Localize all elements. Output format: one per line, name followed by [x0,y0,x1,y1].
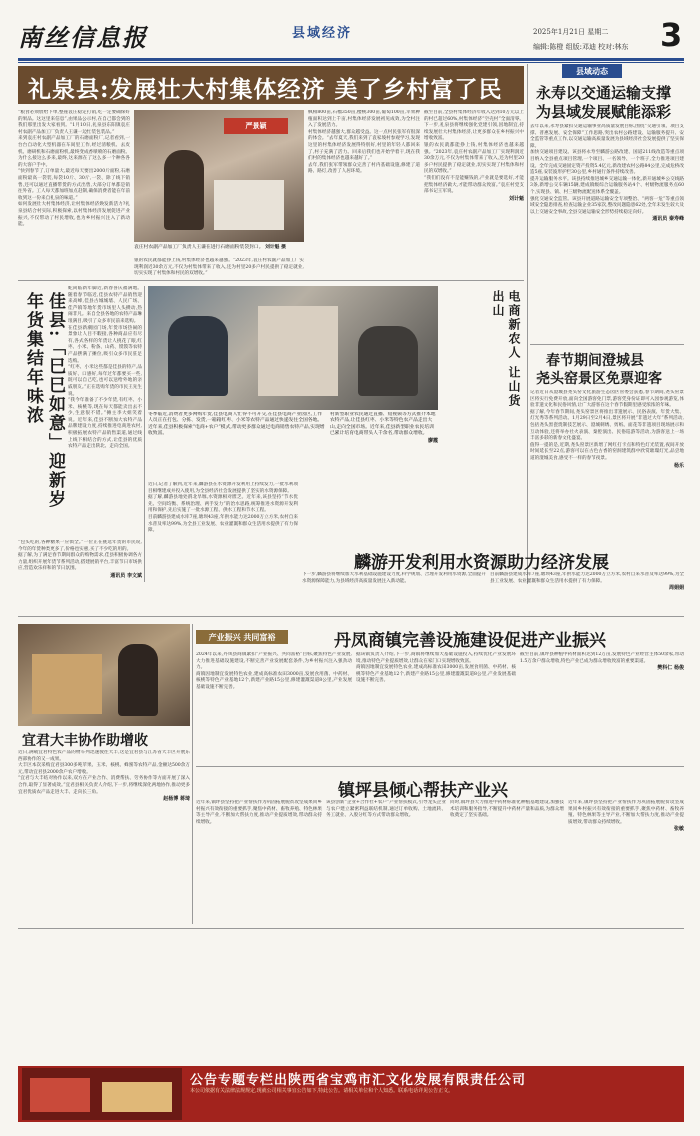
vertical-article-col-1: 蛇尚临新年脚近,新春喜庆福满地。随着春节临近,佳县农特产品销售迎来高峰,佳县古城城墙、人民广场、佳芦镇等地年货市场里人头攒动,热闹非凡。来自全县各地的农特产品琳琅满目,吸引了众多市民前来选购。 在佳县新潮园门场,年货市场热闹的景象让人目不暇接,各种商品应有尽有,各式各样的年货让人挑花了眼,红枣、小米、粉条、山药、馍馍等农特产品摆满了摊位,吸引众多市民驻足选购。 “红枣、小米这些都是佳县的特产,品质好、口感好,每年过年都要买一些,既可以自己吃,也可以送给外地的亲戚朋友。”正在选购年货的市民王先生说。 “我今年准备了不少年货,有红枣、小米、核桃等,现在每天都能卖出去不少,生意很不错。”摊主李大姐笑着说。近年来,佳县不断加大农特产品品牌建设力度,持续推进电商进农村,积极拓展农特产品销售渠道,通过线上线下相结合的方式,让佳县的优质农特产品走出陕北、走向全国。 [68,286,142,450]
main-article-col-2: 银的农民就都能挣上钱,村集体经济也越来越强。“2023年,袁庄村农副产品加工厂实现利润近30余万元,不仅为村集体带来了收入,还为村里20多户村民提供了稳定就业,切实实现了村集体和村民的双增收。” [134,258,304,276]
linyou-col-2: 下一步,麟游县将继续加大水利基础设施建设力度,科学规划、合理开发利用水资源,全面提升水资源保障能力,为县域经济高质量发展注入新动能。 [302,572,486,584]
linyou-headline: 麟游开发利用水资源助力经济发展 [354,553,609,573]
divider [530,344,684,345]
yijun-photo [18,624,190,726]
zhenping-col-4: 近年来,镇坪县坚持把产业帮扶作为巩固拓展脱贫攻坚成果同乡村振兴有效衔接的重要抓手,聚焦中药材、畜牧养殖、特色林果等主导产业,不断加大帮扶力度,推动产业提质增效,带动群众持续增收。 张敏 [568,800,684,833]
photo-bags [214,180,284,230]
ad-image [22,1068,182,1120]
masthead: 南丝信息报 [18,23,148,52]
divider [18,280,524,281]
ecommerce-photo [148,286,438,410]
side-article-1: 去年以来,永寿县紧扣交通运输事业高质量发展目标,围绕“交通引领、项目支撑、普惠发展、安全保障”工作思路,突出农村公路建设、运输服务提升、安全监管等重点工作,以交通运输高质量发展为县域经济社会发展提供了坚实保障。 加快交通项目建设。该县将永寿至麟游公路改建、国道211线改造等重点项目纳入全县重点项目管理,一个项目、一名领导、一个班子,全力推进项目建设。全年完成交通固定资产投资5.4亿元,新改建农村公路84公里,完成危桥改造5座,安装波形护栏30公里,乡村通行条件持续改善。 提升运输服务水平。该县持续推进城乡交通运输一体化,新开通城乡公交线路3条,新增公交车辆15辆,建成镇级综合运输服务站4个、村级物流服务点60个,实现县、镇、村三级物流配送体系全覆盖。 强化交通安全监管。该县开展道路运输安全专项整治、“两客一危”等重点领域安全隐患排查,检查运输企业35家次,整改问题隐患62处,全年未发生较大及以上交通安全事故,全县交通运输安全形势持续稳定向好。 通讯员 秦寿峰 [530,124,684,223]
side-headline-2b: 尧头窑景区免票迎客 [536,371,662,387]
zhenping-col-1: 近年来,镇坪县坚持把产业帮扶作为巩固拓展脱贫攻坚成果同乡村振兴有效衔接的重要抓手,聚焦中药材、畜牧养殖、特色林果等主导产业,不断加大帮扶力度,推动产业提质增效,带动群众持续增收。 [196,800,322,825]
vertical-article-col-2: “包头吃的,各种糖果一应俱全。”一位正在挑选年货的市民说,今年的年货种类更多了,价格也实惠,买了不少吃的用的。 据了解,为了满足春节期间群众的购物需求,佳县积极协调各方力量,组织开展年货节系列活动,搭建展销平台,丰富节日市场供应,营造欢乐祥和的节日氛围。 通讯员 李文斌 [18,540,142,579]
main-article-author: 刘计魁 [508,195,524,202]
ad-image-block [102,1082,172,1112]
side-headline-1a: 永寿以交通运输支撑 [536,84,672,102]
main-photo-caption: 袁庄村农副产品加工厂负责人王谦在进行石磨面粉装袋封口。 刘计魁 摄 [134,244,286,250]
zhenping-headline: 镇坪县倾心帮扶产业兴 [338,781,508,801]
divider [18,616,684,617]
main-article-col-3: 枫相800亩,石榴350亩,樱桃300亩,葡萄100亩,苹果种植面积达到上千亩,村集体经济发展初见成效,为全村注入了发展活力。 村集体经济越强大,群众越受益。这一点村民张军有很深的体会。“去年夏天,我们来到了袁家坡村参观学习,发现这里的村集体经济发展得特别好,村里的年轻人都回来了,村子充满了活力。回来后我们也开始学着干,现在我们村的集体经济也越来越好了。” 去年,我们张军带领群众完善了村内基础设施,修建了道路、路灯,改善了人居环境。 [308,110,420,175]
yijun-headline: 宜君大丰协作助增收 [22,733,148,749]
photo-figure [358,326,418,396]
page-number: 3 [660,16,683,54]
main-photo [134,110,304,242]
zhenping-col-2: 该县创新“企业+合作社+农户”产业帮扶模式,引导龙头企业与农户建立紧密利益联结机制,通过订单收购、土地流转、务工就业、入股分红等方式带动群众增收。 [326,800,446,819]
linyou-col-1: 近日,记者了解到,近年来,麟游县在水资源开发利用上持续发力,一批水利项目相继建成并投入使用,为全县经济社会发展提供了坚实的水资源保障。 据了解,麟游县地处渭北旱塬,水资源相对匮乏。近年来,该县坚持“节水优先、空间均衡、系统治理、两手发力”的治水思路,统筹推进水资源开发利用和保护,先后实施了一批水源工程、供水工程和节水工程。 目前麟游县建成水库7座,塘坝43座,年供水能力达2000万立方米,农村自来水普及率达99%,为全县工业发展、农业灌溉和群众生活用水提供了有力保障。 [148,482,298,534]
danfeng-col-3: 截至目前,镇坪县种植中药材面积达到12万亩,发展特色产业经营主体50余家,带动1.5万余户群众增收,特色产业已成为群众增收致富的重要渠道。 樊科仁 杨俊 [520,652,684,672]
photo-boxes [258,306,338,396]
side-headline-2a: 春节期间澄城县 [546,353,644,369]
editor-credits: 编辑:陈橙 组版:邓迪 校对:林东 [533,43,629,51]
divider [18,928,684,929]
column-divider [144,286,145,582]
section-title: 县域经济 [292,26,353,41]
industry-tag: 产业振兴 共同富裕 [196,630,288,644]
photo-figure [164,150,204,230]
issue-date: 2025年1月21日 星期二 [533,28,609,36]
header-rule [18,58,684,61]
zhenping-col-3: 同时,镇坪县大力推进中药材标准化种植基地建设,加强技术培训和服务指导,不断提升中药材产量和品质,为群众增收奠定了坚实基础。 [450,800,564,819]
ecommerce-vertical-title: 电商新农人 让山货出山 [491,290,521,409]
ad-subtitle: 本公司依据有关法律法规规定,现就公司相关事宜公告如下,特此公告。请相关单位和个人知悉。联系电话详见公告正文。 [190,1088,454,1094]
yijun-article: 近日,满载宜君特色农产品的物车列迅速驶往大丰,这是宜君县与江苏省大丰区开展东西部协作的又一成果。 大丰区本次采购宜君县300多吨苹果、玉米、核桃、蜂蜜等农特产品,金额达500余万元,带动宜君县2000余户农户增收。 “宜君与大丰结对协作以来,双方在产业合作、消费帮扶、劳务协作等方面开展了深入合作,取得了显著成效。”宜君县相关负责人介绍,下一步,将继续深化两地协作,推动更多宜君优质农产品走进大丰、走向长三角。 赵杨博 蒋琦 [18,750,190,803]
vertical-headline: 佳县:「巳巳如意」迎新岁 年货集结年味浓 [23,292,65,510]
side-tag: 县域动态 [562,64,622,78]
photo-badge: 严景颖 [224,118,288,134]
main-headline-banner [18,66,524,104]
column-divider [527,64,528,584]
danfeng-col-1: 2024年以来,丹凤县商镇紧扣“产业振兴、共同富裕”目标,聚焦特色产业发展,大力推进基础设施建设,不断完善产业发展配套条件,为乡村振兴注入强劲动力。 商镇因地制宜发展特色农业,建成高标准农田3000亩,发展食用菌、中药材、核桃等特色产业基地12个,新建产业路15公里,修建灌溉渠道8公里,产业发展基础设施不断完善。 [196,652,352,690]
main-headline: 礼泉县:发展壮大村集体经济 美了乡村富了民 [28,76,503,103]
danfeng-col-2: 据该镇负责人介绍,下一步,商镇将继续加大基础设施投入,持续优化产业发展环境,推动特色产业提质增效,让群众在家门口实现增收致富。 商镇因地制宜发展特色农业,建成高标准农田3000亩,发展食用菌、中药材、核桃等特色产业基地12个,新建产业路15公里,修建灌溉渠道8公里,产业发展基础设施不断完善。 [356,652,516,684]
header-rule-thin [18,62,684,63]
divider [196,766,684,767]
photo-produce [32,654,102,714]
ad-image-block [30,1078,90,1112]
photo-figure [118,644,158,716]
side-article-2: 记者近日从澄城县尧头窑文化旅游生态园区管委会获悉,春节期间,尧头窑景区将实行免费开放,面向全国游客免门票,游客凭身份证即可入园参观游览,体验非遗文化和民俗风情,让广大游客在这个春节假期里感受浓浓的年味。 据了解,今年春节期间,尧头窑景区将推出非遗展示、民俗表演、年货大集、灯光秀等系列活动。1月29日至2月4日,景区将开展“非遗过大年”系列活动,包括尧头黑瓷烧制技艺展示、澄城刺绣、剪纸、面花等非遗项目现场展示和互动体验,还将举办社火表演、秦腔演出、民俗巡游等活动,为游客送上一场丰富多彩的新春文化盛宴。 值得一提的是,近期,尧头窑景区新增了网红打卡点和特色灯光装置,夜间开放时间延长至22点,游客可以在古色古香的窑洞建筑群中欣赏璀璨灯光,品尝地道的澄城美食,感受不一样的春节夜景。 杨乐 [530,390,684,469]
ad-title: 公告专题专栏出陕西省宝鸡市汇文化发展有限责任公司 [190,1073,527,1088]
main-article-col-4: 截至目前,全县村集体经济年收入达到10万元以上的村已超过60%,村集体经济“空壳村”全面清零。下一步,礼泉县将继续强化党建引领,因地制宜,持续发展壮大村集体经济,让更多群众在乡村振兴中增收致富。 银的农民就都能挣上钱,村集体经济也越来越强。“2023年,袁庄村农副产品加工厂实现利润近30余万元,不仅为村集体带来了收入,还为村里20多户村民提供了稳定就业,切实实现了村集体和村民的双增收。” “我们们没有不是能赚钱的,产业就是要选好,才能把集体经济做大,才能带动群众致富。”袁庄村党支部书记王军说。 刘计魁 [424,110,524,202]
main-article-col-1: “粮食必须放给下单,整座袁庄稳定打销,吃一定要确保好的果品。这这里来信息”,由果品公示村,在自己都会到的我们那里出发大家看到。“1月10日,礼泉县东阳镇袁庄村农副产品加工厂负责人王谦一边忙装包装品。” 来到袁庄村农副产品加工厂的石磨面粉厂,记者看到,一台台自动化大型机器在车间里工作,经过清粮机、去皮机、磨研机和石磨面粉机,最终变成香喷喷的石磨面粉。为什么接这么多来,最终,这来源在了这么多一个种各各的大客户手中。 “快到春节了,订单量大,最近每天要出2000斤面粉,石磨面粉最高一袋装,每袋10斤、30斤,一袋、除了线下销售,还可以通过直播带货的方式出售,大部分订单都是销往外省。工人每天都加班加点赶制,确保消费者能在年前收到这一份来自礼泉的味道。” 如何发展壮大村集体经济,让村集体经济焕发新活力?礼泉县结合村实际,积极探索,以村集体经济发展促进产业振兴,不仅带动了村民增收,也为乡村振兴注入了新动能。 [18,110,130,228]
danfeng-headline: 丹凤商镇完善设施建设促进产业振兴 [334,631,606,651]
ecommerce-right-text: 村新型职业农民通过直播、短视频等方式推介本地农特产品,让佳县红枣、小米等特色农产品走出大山,走向全国市场。近年来,佳县新型职业农民培训已累计培育电商带头人千余名,带动群众增收。 廖霞 [330,412,438,444]
column-divider [192,624,193,924]
ecommerce-caption: 冬季临近,消费者更多网购年货,佳县电商人忙得不可开交,在佳县电商产业园区,工作人员正在打包、分拣、发货,一箱箱红枣、小米等农特产品通过快递发往全国各地。近年来,佳县积极探索“电商+农户”模式,带动更多群众通过电商销售农特产品,实现增收致富。 [148,412,325,437]
linyou-col-3: 目前麟游县建成水库7座,塘坝43座,年供水能力达2000万立方米,农村自来水普及率达99%,为全县工业发展、农业灌溉和群众生活用水提供了有力保障。 周娟娟 [490,572,684,592]
side-headline-1b: 为县域发展赋能添彩 [536,103,672,121]
photo-figure [168,316,228,396]
